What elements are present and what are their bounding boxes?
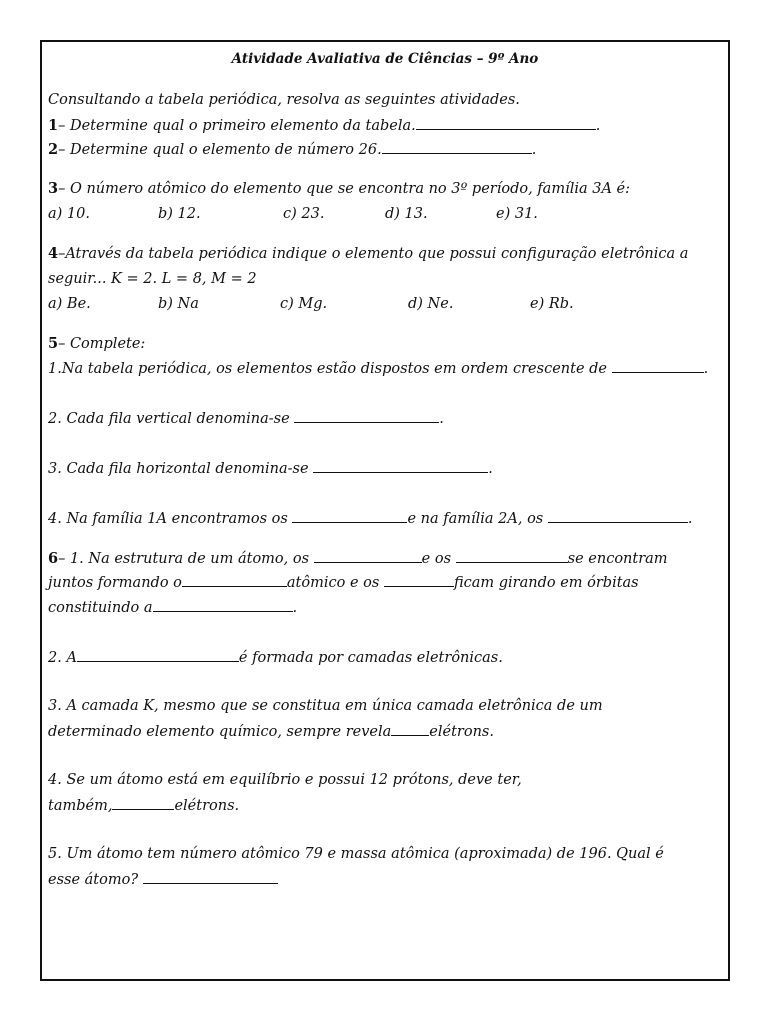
complete-item-1 <box>48 358 708 379</box>
answer-blank[interactable] <box>77 647 239 662</box>
question-number: 4 <box>48 245 59 262</box>
question-3 <box>48 179 630 199</box>
question-heading: – Complete: <box>58 336 146 352</box>
option-b[interactable]: b) 12. <box>158 206 201 222</box>
option-e[interactable]: e) Rb. <box>530 296 574 312</box>
option-c[interactable]: c) Mg. <box>280 296 328 312</box>
question-6-item-3-line2 <box>48 721 494 742</box>
answer-blank[interactable] <box>314 548 422 563</box>
question-1 <box>48 115 600 136</box>
worksheet-frame <box>40 40 730 981</box>
complete-item-3 <box>48 458 493 479</box>
question-text: elétrons. <box>174 798 240 814</box>
complete-item-2 <box>48 408 444 429</box>
question-text: atômico e os <box>286 575 380 591</box>
answer-blank[interactable] <box>292 508 407 523</box>
option-c[interactable]: c) 23. <box>283 206 325 222</box>
question-text: também, <box>48 798 113 814</box>
answer-blank[interactable] <box>391 721 429 736</box>
question-text: 2. A <box>48 650 77 666</box>
item-text: 2. Cada fila vertical denomina-se <box>48 411 290 427</box>
question-number: 2 <box>48 141 59 158</box>
question-6-line2 <box>48 572 639 593</box>
punctuation: . <box>292 600 298 616</box>
option-d[interactable]: d) Ne. <box>408 296 454 312</box>
option-e[interactable]: e) 31. <box>496 206 538 222</box>
punctuation: . <box>703 361 709 377</box>
answer-blank[interactable] <box>112 795 174 810</box>
question-number: 5 <box>48 335 59 352</box>
question-text: juntos formando o <box>48 575 182 591</box>
answer-blank[interactable] <box>153 597 293 612</box>
question-6-item-2 <box>48 647 503 668</box>
question-text: e os <box>421 551 452 567</box>
question-2 <box>48 139 536 160</box>
item-text: e na família 2A, os <box>407 511 544 527</box>
question-text: ficam girando em órbitas <box>453 575 639 591</box>
answer-blank[interactable] <box>143 869 278 884</box>
question-4-line2: seguir... K = 2. L = 8, M = 2 <box>48 271 257 287</box>
question-number: 1 <box>48 117 59 134</box>
option-b[interactable]: b) Na <box>158 296 199 312</box>
question-text: esse átomo? <box>48 872 139 888</box>
question-text: –Através da tabela periódica indique o elemento que possui configuração eletrônica a <box>58 246 689 262</box>
punctuation: . <box>687 511 693 527</box>
answer-blank[interactable] <box>548 508 688 523</box>
item-text: 4. Na família 1A encontramos os <box>48 511 288 527</box>
page-title: Atividade Avaliativa de Ciências – 9º Ano <box>231 51 539 67</box>
question-number: 3 <box>48 180 59 197</box>
question-5 <box>48 334 145 354</box>
question-text: – 1. Na estrutura de um átomo, os <box>58 551 310 567</box>
answer-blank[interactable] <box>294 408 439 423</box>
question-text: determinado elemento químico, sempre revela <box>48 724 392 740</box>
punctuation: . <box>439 411 444 427</box>
answer-blank[interactable] <box>612 358 704 373</box>
complete-item-4 <box>48 508 692 529</box>
question-text: – Determine qual o primeiro elemento da tabela. <box>58 118 416 134</box>
answer-blank[interactable] <box>384 572 454 587</box>
answer-blank[interactable] <box>382 139 532 154</box>
question-text: constituindo a <box>48 600 153 616</box>
answer-blank[interactable] <box>313 458 488 473</box>
answer-blank[interactable] <box>456 548 568 563</box>
question-6-item-4-line2 <box>48 795 239 816</box>
question-6-item-4: 4. Se um átomo está em equilíbrio e possui 12 prótons, deve ter, <box>48 772 522 788</box>
punctuation: . <box>595 118 601 134</box>
option-a[interactable]: a) 10. <box>48 206 90 222</box>
question-6-item-5: 5. Um átomo tem número atômico 79 e massa atômica (aproximada) de 196. Qual é <box>48 846 664 862</box>
question-number: 6 <box>48 550 59 567</box>
answer-blank[interactable] <box>182 572 287 587</box>
question-4 <box>48 244 688 264</box>
question-6-item-5-line2 <box>48 869 278 890</box>
intro-text: Consultando a tabela periódica, resolva as seguintes atividades. <box>48 92 520 108</box>
punctuation: . <box>531 142 537 158</box>
question-6-item-3: 3. A camada K, mesmo que se constitua em única camada eletrônica de um <box>48 698 603 714</box>
question-text: elétrons. <box>429 724 494 740</box>
question-6-line3 <box>48 597 297 618</box>
option-a[interactable]: a) Be. <box>48 296 91 312</box>
item-text: 3. Cada fila horizontal denomina-se <box>48 461 309 477</box>
question-text: se encontram <box>567 551 668 567</box>
answer-blank[interactable] <box>416 115 596 130</box>
question-text: é formada por camadas eletrônicas. <box>238 650 503 666</box>
punctuation: . <box>488 461 493 477</box>
item-text: 1.Na tabela periódica, os elementos estão dispostos em ordem crescente de <box>48 361 607 377</box>
question-6 <box>48 548 668 569</box>
option-d[interactable]: d) 13. <box>385 206 428 222</box>
question-text: – O número atômico do elemento que se encontra no 3º período, família 3A é: <box>58 181 631 197</box>
question-text: – Determine qual o elemento de número 26. <box>58 142 382 158</box>
